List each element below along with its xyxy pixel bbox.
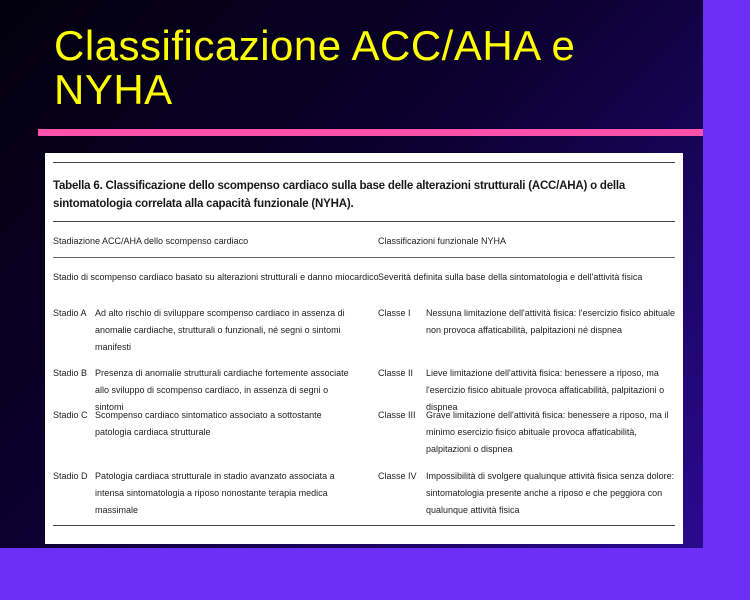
class-description: Grave limitazione dell'attività fisica: benessere a riposo, ma il minimo esercizio fisico abituale provoca affaticabilità, palpitazioni o dispnea: [426, 410, 669, 454]
caption-rule: [53, 221, 675, 222]
slide-title: Classificazione ACC/AHA e NYHA: [54, 22, 576, 113]
bottom-accent-bar: [0, 548, 750, 600]
right-column-header: Classificazioni funzionale NYHA: [378, 236, 507, 246]
stage-label: Stadio B: [53, 368, 88, 378]
left-column-header: Stadiazione ACC/AHA dello scompenso cardiaco: [53, 236, 249, 246]
title-underline: [38, 129, 703, 136]
stage-description: Ad alto rischio di sviluppare scompenso cardiaco in assenza di anomalie cardiache, strutturali o funzionali, né segni o sintomi manifesti: [95, 308, 345, 352]
class-label: Classe I: [378, 308, 411, 318]
stage-description: Scompenso cardiaco sintomatico associato a sottostante patologia cardiaca strutturale: [95, 410, 322, 437]
table-bottom-rule: [53, 525, 675, 526]
class-description: Nessuna limitazione dell'attività fisica: l'esercizio fisico abituale non provoca affaticabilità, palpitazioni né dispnea: [426, 308, 676, 335]
class-description: Lieve limitazione dell'attività fisica: benessere a riposo, ma l'esercizio fisico abituale provoca affaticabilità, palpitazioni o dispnea: [426, 368, 665, 412]
table-caption: Tabella 6. Classificazione dello scompenso cardiaco sulla base delle alterazioni strutturali (ACC/AHA) o della sintomatologia correlata alla capacità funzionale (NYHA).: [53, 180, 626, 210]
stage-label: Stadio C: [53, 410, 88, 420]
left-subheader: Stadio di scompenso cardiaco basato su alterazioni strutturali e danno miocardico: [53, 272, 379, 282]
stage-label: Stadio D: [53, 471, 88, 481]
class-label: Classe III: [378, 410, 416, 420]
table-image-panel: [45, 153, 683, 544]
class-label: Classe II: [378, 368, 414, 378]
stage-description: Patologia cardiaca strutturale in stadio avanzato associata a intensa sintomatologia a riposo nonostante terapia medica massimale: [95, 471, 335, 515]
right-subheader: Severità definita sulla base della sintomatologia e dell'attività fisica: [378, 272, 643, 282]
table-top-rule: [53, 162, 675, 163]
header-rule: [53, 257, 675, 258]
class-label: Classe IV: [378, 471, 417, 481]
stage-description: Presenza di anomalie strutturali cardiache fortemente associate allo sviluppo di scompenso cardiaco, in assenza di segni o sintomi: [95, 368, 349, 412]
right-accent-bar: [703, 0, 750, 600]
class-description: Impossibilità di svolgere qualunque attività fisica senza dolore: sintomatologia presente anche a riposo e che peggiora con qualunque attività fisica: [426, 471, 675, 515]
stage-label: Stadio A: [53, 308, 87, 318]
